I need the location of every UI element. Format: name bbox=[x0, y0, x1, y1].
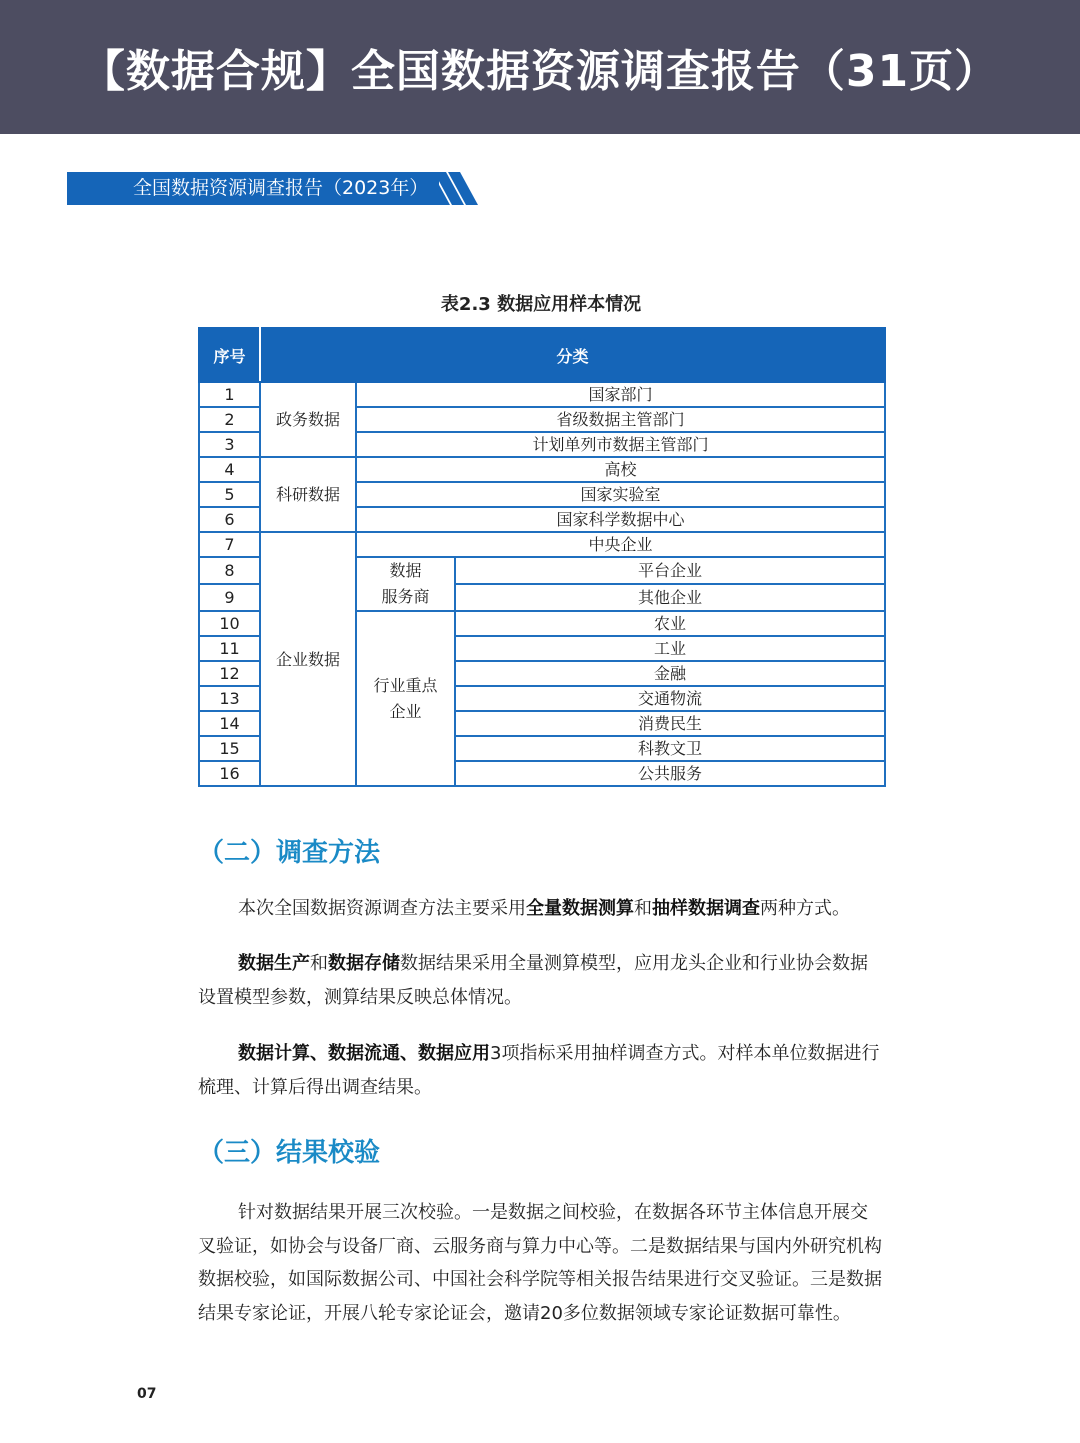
subgroup-industry-key: 行业重点 企业 bbox=[356, 611, 455, 786]
text: 和 bbox=[634, 898, 652, 919]
page-number: 07 bbox=[137, 1386, 157, 1402]
row-no: 3 bbox=[199, 432, 260, 457]
header-category: 分类 bbox=[260, 328, 885, 382]
bold-term: 数据计算、数据流通、数据应用 bbox=[238, 1043, 490, 1064]
row-no: 16 bbox=[199, 761, 260, 786]
row-no: 4 bbox=[199, 457, 260, 482]
paragraph-sampling-indicators bbox=[198, 1037, 884, 1104]
bold-term: 抽样数据调查 bbox=[652, 898, 760, 919]
text: 两种方式。 bbox=[760, 898, 850, 919]
row-item: 计划单列市数据主管部门 bbox=[356, 432, 885, 457]
table-row bbox=[199, 532, 885, 557]
bold-term: 全量数据测算 bbox=[526, 898, 634, 919]
row-no: 8 bbox=[199, 557, 260, 584]
table-title: 表2.3 数据应用样本情况 bbox=[440, 294, 642, 315]
bold-term: 数据生产 bbox=[238, 953, 310, 974]
text: 和 bbox=[310, 953, 328, 974]
stripes-decoration bbox=[420, 172, 480, 205]
row-item: 金融 bbox=[455, 661, 885, 686]
header-index: 序号 bbox=[199, 328, 260, 382]
row-no: 12 bbox=[199, 661, 260, 686]
row-item: 其他企业 bbox=[455, 584, 885, 611]
row-item: 公共服务 bbox=[455, 761, 885, 786]
text: 本次全国数据资源调查方法主要采用 bbox=[238, 898, 526, 919]
group-enterprise: 企业数据 bbox=[260, 532, 356, 786]
row-no: 10 bbox=[199, 611, 260, 636]
bold-term: 数据存储 bbox=[328, 953, 400, 974]
group-research: 科研数据 bbox=[260, 457, 356, 532]
text: 数据结果采用全量测算模型，应用龙头企业和行业协会数据设置模型参数，测算结果反映总体情况。 bbox=[198, 953, 868, 1008]
row-no: 6 bbox=[199, 507, 260, 532]
table-row bbox=[199, 382, 885, 407]
row-item: 农业 bbox=[455, 611, 885, 636]
row-item: 平台企业 bbox=[455, 557, 885, 584]
row-no: 5 bbox=[199, 482, 260, 507]
row-item: 科教文卫 bbox=[455, 736, 885, 761]
row-no: 11 bbox=[199, 636, 260, 661]
group-gov: 政务数据 bbox=[260, 382, 356, 457]
row-item: 国家实验室 bbox=[356, 482, 885, 507]
row-item: 国家部门 bbox=[356, 382, 885, 407]
row-item: 消费民生 bbox=[455, 711, 885, 736]
banner-title: 【数据合规】全国数据资源调查报告（31页） bbox=[80, 46, 1000, 97]
table-header-row bbox=[199, 328, 885, 382]
paragraph-production-storage bbox=[198, 947, 884, 1014]
row-item: 交通物流 bbox=[455, 686, 885, 711]
report-header-bar: 全国数据资源调查报告（2023年） bbox=[67, 172, 439, 205]
row-item: 国家科学数据中心 bbox=[356, 507, 885, 532]
row-item: 省级数据主管部门 bbox=[356, 407, 885, 432]
table-row bbox=[199, 457, 885, 482]
row-no: 15 bbox=[199, 736, 260, 761]
row-no: 2 bbox=[199, 407, 260, 432]
section-heading-survey-method: （二）调查方法 bbox=[198, 838, 381, 868]
paragraph-verification: 针对数据结果开展三次校验。一是数据之间校验，在数据各环节主体信息开展交叉验证，如协会与设备厂商、云服务商与算力中心等。二是数据结果与国内外研究机构数据校验，如国际数据公司、中国社会科学院等相关报告结果进行交叉验证。三是数据结果专家论证，开展八轮专家论证会，邀请20多位数据领域专家论证数据可靠性。 bbox=[198, 1202, 882, 1324]
section-heading-result-verification: （三）结果校验 bbox=[198, 1138, 381, 1168]
row-item: 工业 bbox=[455, 636, 885, 661]
row-item: 中央企业 bbox=[356, 532, 885, 557]
row-no: 13 bbox=[199, 686, 260, 711]
data-application-sample-table bbox=[198, 327, 886, 787]
row-item: 高校 bbox=[356, 457, 885, 482]
row-no: 1 bbox=[199, 382, 260, 407]
text: 3项指标采用抽样调查方式。对样本单位数据进行梳理、计算后得出调查结果。 bbox=[198, 1043, 880, 1098]
top-banner bbox=[0, 0, 1080, 134]
row-no: 7 bbox=[199, 532, 260, 557]
row-no: 14 bbox=[199, 711, 260, 736]
paragraph-method-intro bbox=[198, 892, 884, 926]
subgroup-service-provider: 数据 服务商 bbox=[356, 557, 455, 611]
row-no: 9 bbox=[199, 584, 260, 611]
